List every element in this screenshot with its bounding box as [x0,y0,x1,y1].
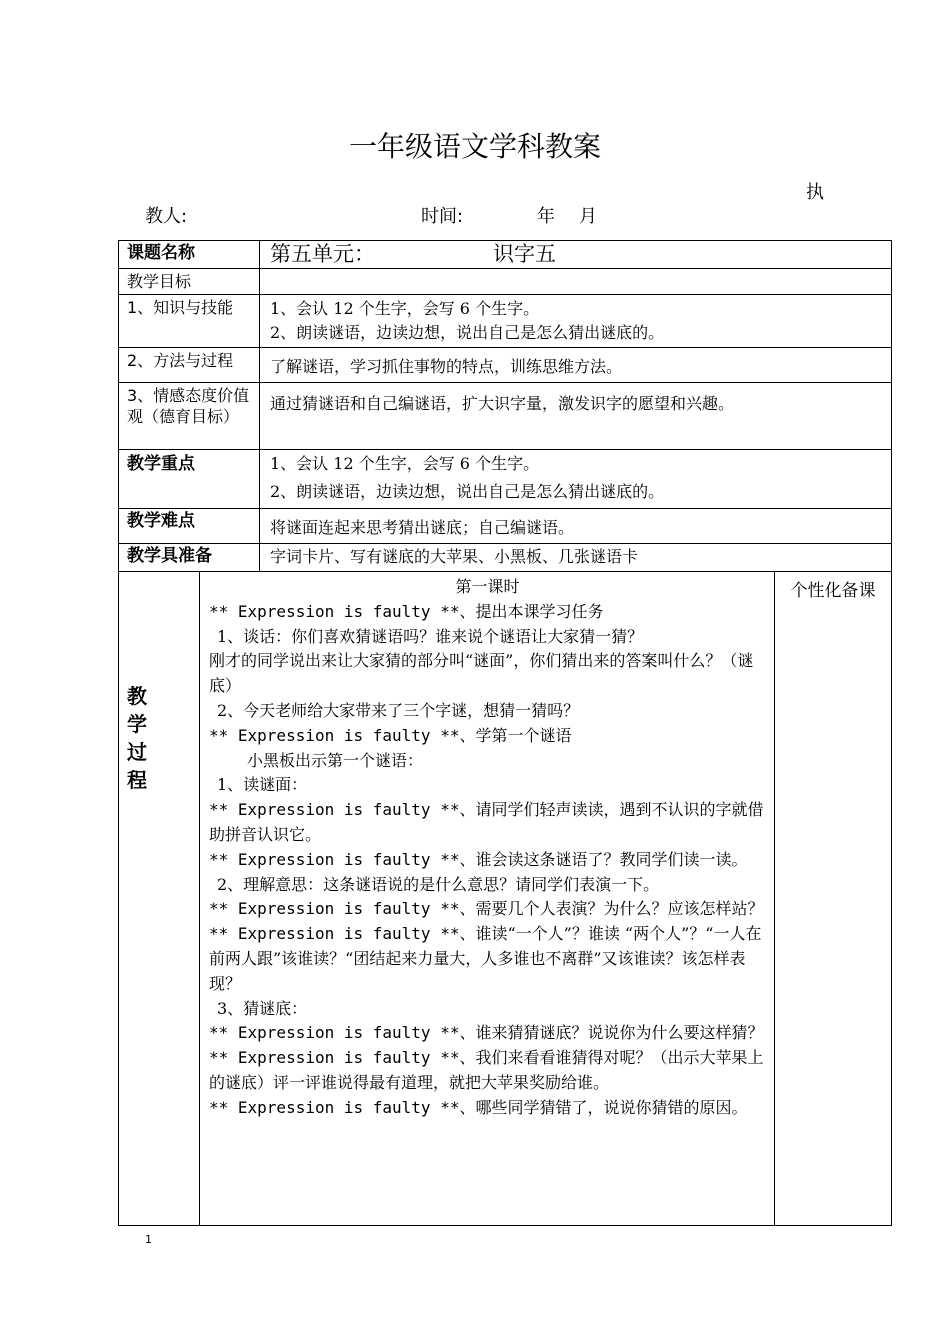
month-label: 月 [579,206,597,227]
process-step [209,897,766,922]
process-step [209,1046,766,1096]
prep-label: 教学具准备 [119,544,260,572]
emotion-label: 3、情感态度价值观（德育目标） [119,383,260,450]
process-step: 2、理解意思：这条谜语说的是什么意思？请同学们表演一下。 [217,874,660,894]
method-value: 了解谜语，学习抓住事物的特点，训练思维方法。 [260,348,892,383]
process-label [119,572,200,1226]
prep-value: 字词卡片、写有谜底的大苹果、小黑板、几张谜语卡 [260,544,892,572]
emotion-value: 通过猜谜语和自己编谜语，扩大识字量，激发识字的愿望和兴趣。 [260,383,892,450]
process-text: 、谁来猜猜谜底？说说你为什么要这样猜？ [459,1023,764,1043]
process-text: 、谁会读这条谜语了？教同学们读一读。 [459,849,748,869]
process-text: 、需要几个人表演？为什么？应该怎样站？ [459,899,764,919]
difficulty-label: 教学难点 [119,509,260,544]
table-row [119,348,892,383]
topic-label: 课题名称 [119,241,260,269]
method-label: 2、方法与过程 [119,348,260,383]
error-marker: ** Expression is faulty ** [209,849,460,869]
personal-prep-column: 个性化备课 [775,572,892,1226]
table-row [119,383,892,450]
process-step [209,1021,766,1046]
process-step [209,798,766,848]
knowledge-value [260,295,892,348]
process-text: 、提出本课学习任务 [459,601,604,621]
error-marker: ** Expression is faulty ** [209,1097,460,1117]
process-step: 2、今天老师给大家带来了三个字谜，想猜一猜吗？ [217,700,580,720]
header-exec-char: 执 [806,182,824,203]
process-step: 1、谈话：你们喜欢猜谜语吗？谁来说个谜语让大家猜一猜？ [217,626,644,646]
error-marker: ** Expression is faulty ** [209,1023,460,1043]
key-points-value [260,450,892,509]
process-step: 1、读谜面： [217,775,308,795]
table-row [119,572,892,1226]
year-label: 年 [537,206,555,227]
table-row [119,241,892,269]
table-row [119,450,892,509]
topic-name: 识字五 [493,242,556,266]
table-row [119,295,892,348]
lesson-title: 第一课时 [455,577,520,596]
process-label-text: 教学过程 [127,684,147,792]
process-text: 、谁读“一个人”？谁读 “两个人”？“一人在前两人跟”该谁读？“团结起来力量大，人多谁也不离群”又该谁读？该怎样表现？ [209,924,762,993]
key-point-line-2: 2、朗读谜语，边读边想，说出自己是怎么猜出谜底的。 [270,482,665,501]
table-row [119,544,892,572]
time-label: 时间: [421,206,464,227]
process-step: 刚才的同学说出来让大家猜的部分叫“谜面”，你们猜出来的答案叫什么？（谜底） [209,651,754,696]
knowledge-line-2: 2、朗读谜语，边读边想，说出自己是怎么猜出谜底的。 [270,323,665,342]
knowledge-line-1: 1、会认 12 个生字，会写 6 个生字。 [270,299,540,318]
error-marker: ** Expression is faulty ** [209,924,460,944]
page-number: 1 [145,1233,152,1246]
process-step: 小黑板出示第一个谜语： [247,750,424,770]
process-content [200,572,775,1226]
process-text: 、学第一个谜语 [459,725,572,745]
process-step [209,724,766,749]
key-point-line-1: 1、会认 12 个生字，会写 6 个生字。 [270,454,540,473]
table-row [119,269,892,295]
error-marker: ** Expression is faulty ** [209,601,460,621]
process-text: 、哪些同学猜错了，说说你猜错的原因。 [459,1097,748,1117]
topic-value [260,241,892,269]
topic-unit: 第五单元： [270,242,375,266]
process-step [209,848,766,873]
process-step: 3、猜谜底： [217,998,308,1018]
document-title: 一年级语文学科教案 [348,130,601,163]
key-points-label: 教学重点 [119,450,260,509]
error-marker: ** Expression is faulty ** [209,899,460,919]
table-row [119,509,892,544]
process-step [209,600,766,625]
difficulty-value: 将谜面连起来思考猜出谜底；自己编谜语。 [260,509,892,544]
error-marker: ** Expression is faulty ** [209,1048,460,1068]
process-step [209,1096,766,1121]
process-text: 、我们来看看谁猜得对呢？（出示大苹果上的谜底）评一评谁说得最有道理，就把大苹果奖励给谁。 [209,1048,764,1092]
knowledge-label: 1、知识与技能 [119,295,260,348]
teacher-label: 教人: [145,206,188,227]
process-step [209,922,766,996]
error-marker: ** Expression is faulty ** [209,725,460,745]
process-text: 、请同学们轻声读读，遇到不认识的字就借助拼音认识它。 [209,800,764,844]
goals-label: 教学目标 [119,269,260,295]
error-marker: ** Expression is faulty ** [209,800,460,820]
goals-value [260,269,892,295]
lesson-plan-table [118,240,892,1226]
